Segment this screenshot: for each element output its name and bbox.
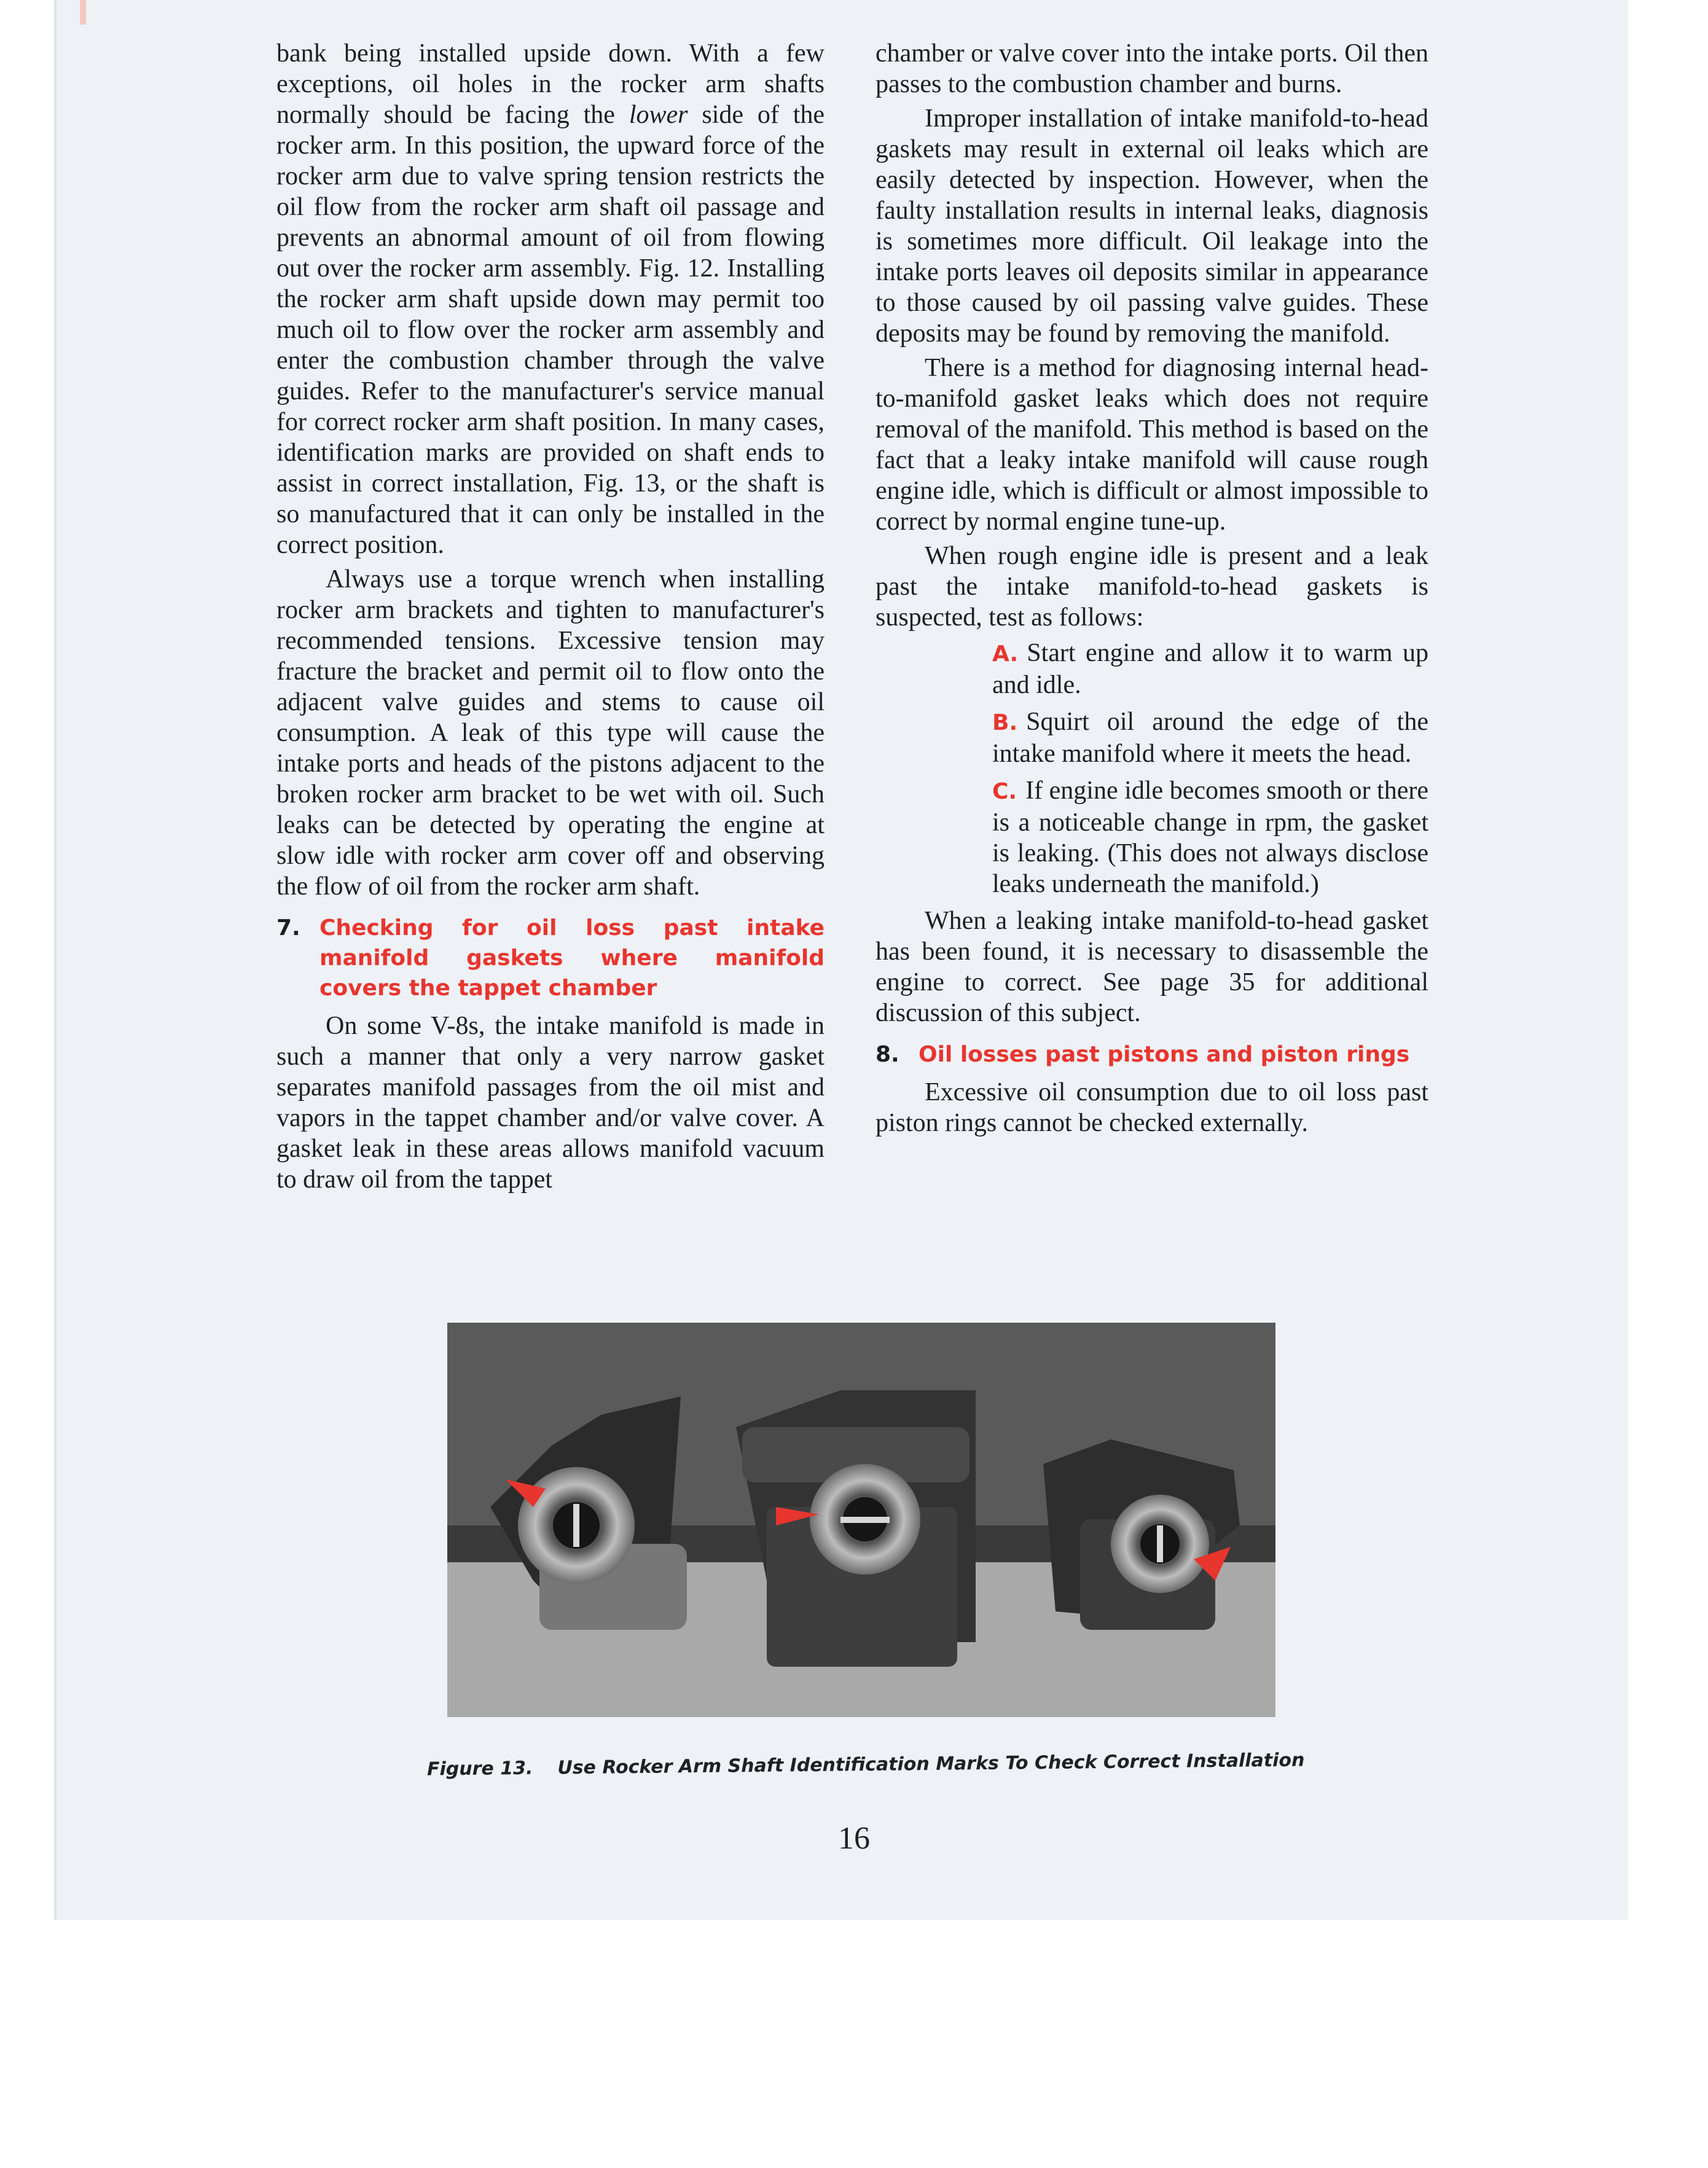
section-number: 8. (876, 1042, 899, 1067)
paragraph: When rough engine idle is present and a leak past the intake manifold-to-head gaskets is suspected, test as follows: (876, 542, 1428, 632)
step-letter: C. (992, 779, 1017, 804)
figure-label: Figure 13. (426, 1757, 533, 1780)
step-text: Start engine and allow it to warm up and idle. (992, 639, 1428, 699)
step-letter: A. (992, 641, 1019, 667)
section-heading-7 (276, 913, 825, 1003)
paragraph-text: side of the rocker arm. In this position, the upward force of the rocker arm due to valve spring tension restricts the oil flow from the rocker arm shaft oil passage and prevents an abnormal amount of oil from flowing out over the rocker arm assembly. Fig. 12. Installing the rocker arm shaft upside down may permit too much oil to flow over the rocker arm assembly and enter the combustion chamber through the valve guides. Refer to the manufacturer's service manual for correct rocker arm shaft position. In many cases, identification marks are provided on shaft ends to assist in correct installation, Fig. 13, or the shaft is so manufactured that it can only be installed in the correct position. (276, 101, 825, 559)
section-title: Checking for oil loss past intake manifold gaskets where manifold covers the tappet chamber (319, 915, 825, 1001)
page-number: 16 (838, 1821, 870, 1856)
paragraph: chamber or valve cover into the intake ports. Oil then passes to the combustion chamber and burns. (876, 39, 1428, 98)
page-edge (54, 0, 57, 1920)
paragraph-text: bank being installed upside down. With a few exceptions, oil holes in the rocker arm shafts normally should be facing the (276, 39, 825, 129)
paragraph: On some V-8s, the intake manifold is made in such a manner that only a very narrow gasket separates manifold passages from the oil mist and vapors in the tappet chamber and/or valve cover. A gasket leak in these areas allows manifold vacuum to draw oil from the tappet (276, 1012, 825, 1194)
emphasis-text: lower (629, 101, 688, 129)
figure-caption-text: Use Rocker Arm Shaft Identification Marks To Check Correct Installation (557, 1749, 1305, 1779)
paragraph: Improper installation of intake manifold-to-head gaskets may result in external oil leaks which are easily detected by inspection. However, when the faulty installation results in internal leaks, diagnosis is sometimes more difficult. Oil leakage into the intake ports leaves oil deposits similar in appearance to those caused by oil passing valve guides. These deposits may be found by removing the manifold. (876, 104, 1428, 348)
list-item (992, 775, 1428, 899)
test-steps-list (992, 638, 1428, 899)
step-text: Squirt oil around the edge of the intake manifold where it meets the head. (992, 708, 1428, 768)
paragraph: Excessive oil consumption due to oil loss past piston rings cannot be checked externally. (876, 1078, 1428, 1137)
step-text: If engine idle becomes smooth or there is a noticeable change in rpm, the gasket is leaking. (This does not always disclose leaks underneath the manifold.) (992, 777, 1428, 898)
step-letter: B. (992, 710, 1018, 735)
page-edge-mark (80, 0, 86, 25)
paragraph: Always use a torque wrench when installing rocker arm brackets and tighten to manufacturer's recommended tensions. Excessive tension may fracture the bracket and permit oil to flow onto the adjacent valve guides and stems to cause oil consumption. A leak of this type will cause the intake ports and heads of the pistons adjacent to the broken rocker arm bracket to be wet with oil. Such leaks can be detected by operating the engine at slow idle with rocker arm cover off and observing the flow of oil from the rocker arm shaft. (276, 565, 825, 901)
list-item (992, 706, 1428, 769)
paragraph (276, 38, 825, 560)
paragraph: There is a method for diagnosing internal head-to-manifold gasket leaks which does not require removal of the manifold. This method is based on the fact that a leaky intake manifold will cause rough engine idle, which is difficult or almost impossible to correct by normal engine tune-up. (876, 354, 1428, 536)
list-item (992, 638, 1428, 700)
section-number: 7. (276, 915, 300, 941)
right-column (876, 38, 1428, 1142)
section-title: Oil losses past pistons and piston rings (919, 1042, 1410, 1067)
rocker-arm-photo (447, 1323, 1275, 1717)
paragraph: When a leaking intake manifold-to-head gasket has been found, it is necessary to disassemble the engine to correct. See page 35 for additional discussion of this subject. (876, 907, 1428, 1027)
rocker-arm-illustration (447, 1323, 1275, 1717)
left-column (276, 38, 825, 1199)
section-heading-8 (876, 1039, 1428, 1070)
